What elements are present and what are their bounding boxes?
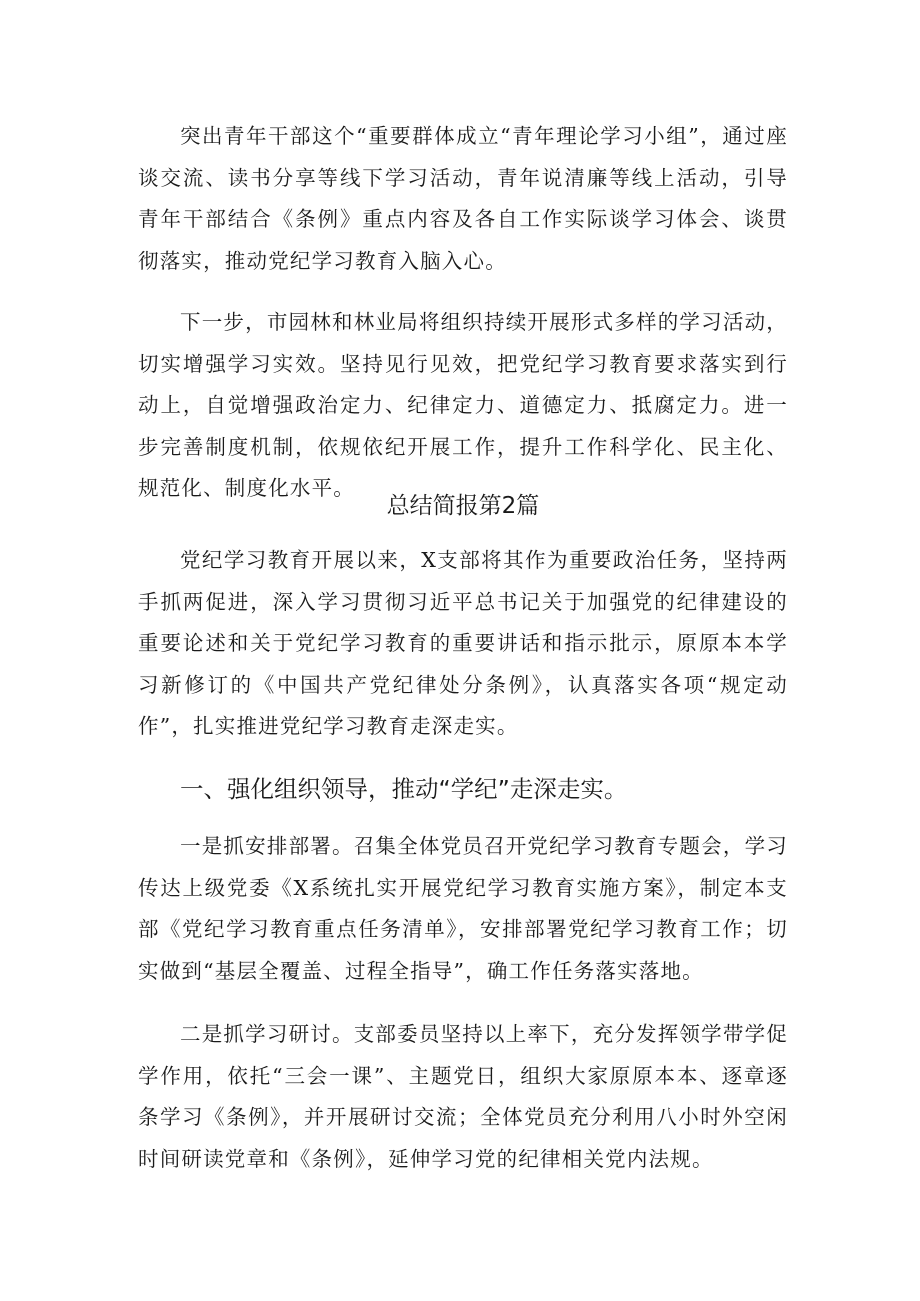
paragraph-branch-intro: 党纪学习教育开展以来，X支部将其作为重要政治任务，坚持两手抓两促进，深入学习贯彻习近平总书记关于加强党的纪律建设的重要论述和关于党纪学习教育的重要讲话和指示批示，原原本本学习新修订的《中国共产党纪律处分条例》，认真落实各项“规定动作”，扎实推进党纪学习教育走深走实。	[138, 548, 788, 738]
paragraph-study-discussion: 二是抓学习研讨。支部委员坚持以上率下，充分发挥领学带学促学作用，依托“三会一课”、主题党日，组织大家原原本本、逐章逐条学习《条例》，并开展研讨交流；全体党员充分利用八小时外空闲时间研读党章和《条例》，延伸学习党的纪律相关党内法规。	[138, 1022, 788, 1171]
paragraph-youth-study-group: 突出青年干部这个“重要群体成立“青年理论学习小组”，通过座谈交流、读书分享等线下学习活动，青年说清廉等线上活动，引导青年干部结合《条例》重点内容及各自工作实际谈学习体会、谈贯彻落实，推动党纪学习教育入脑入心。	[138, 124, 788, 273]
paragraph-arrangement: 一是抓安排部署。召集全体党员召开党纪学习教育专题会，学习传达上级党委《X系统扎实开展党纪学习教育实施方案》，制定本支部《党纪学习教育重点任务清单》，安排部署党纪学习教育工作；切实做到“基层全覆盖、过程全指导”，确工作任务落实落地。	[138, 834, 788, 983]
paragraph-next-steps: 下一步，市园林和林业局将组织持续开展形式多样的学习活动，切实增强学习实效。坚持见行见效，把党纪学习教育要求落实到行动上，自觉增强政治定力、纪律定力、道德定力、抵腐定力。进一步完善制度机制，依规依纪开展工作，提升工作科学化、民主化、规范化、制度化水平。	[138, 310, 788, 500]
heading-strengthen-leadership: 一、强化组织领导，推动“学纪”走深走实。	[180, 775, 628, 803]
section-title: 总结简报第2篇	[386, 493, 540, 519]
